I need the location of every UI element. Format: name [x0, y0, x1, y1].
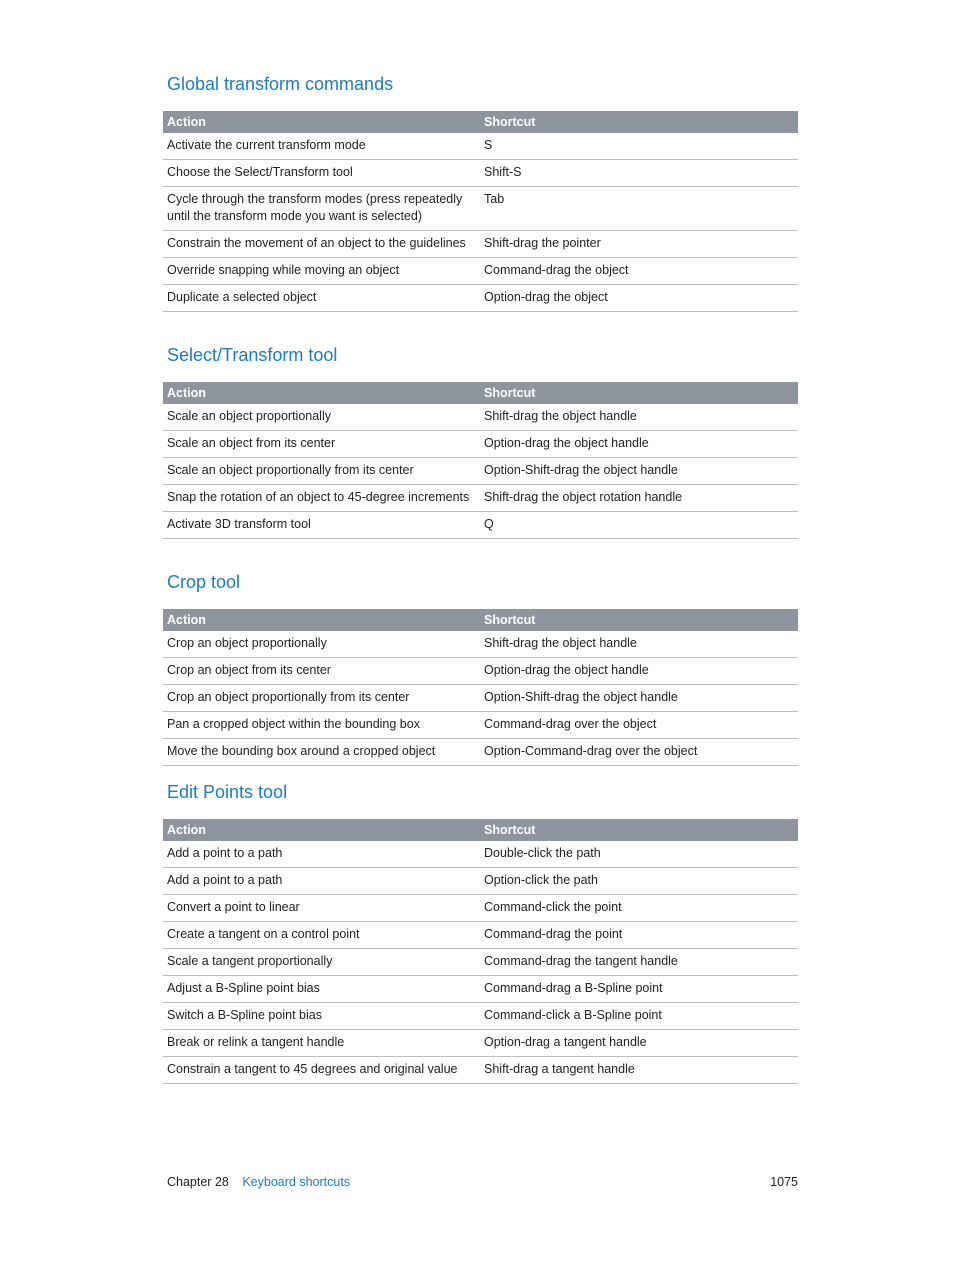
shortcut-cell: Tab — [480, 187, 798, 231]
action-cell: Crop an object from its center — [163, 658, 480, 685]
table-row — [163, 1057, 798, 1084]
shortcut-cell: Shift-S — [480, 160, 798, 187]
action-cell: Adjust a B-Spline point bias — [163, 976, 480, 1003]
shortcut-cell: Option-drag the object — [480, 285, 798, 312]
action-cell: Create a tangent on a control point — [163, 922, 480, 949]
table-row — [163, 133, 798, 160]
shortcut-cell: Command-drag a B-Spline point — [480, 976, 798, 1003]
section-title-edit-points-tool: Edit Points tool — [167, 782, 288, 802]
table-row — [163, 922, 798, 949]
shortcut-column-header: Shortcut — [480, 111, 798, 133]
shortcut-cell: Command-drag over the object — [480, 712, 798, 739]
table-row — [163, 485, 798, 512]
action-cell: Scale a tangent proportionally — [163, 949, 480, 976]
action-cell: Break or relink a tangent handle — [163, 1030, 480, 1057]
action-column-header: Action — [163, 609, 480, 631]
shortcut-cell: Shift-drag the object rotation handle — [480, 485, 798, 512]
action-cell: Duplicate a selected object — [163, 285, 480, 312]
shortcut-cell: Shift-drag the object handle — [480, 631, 798, 658]
table-row — [163, 949, 798, 976]
action-cell: Convert a point to linear — [163, 895, 480, 922]
shortcut-cell: Option-click the path — [480, 868, 798, 895]
table-row — [163, 512, 798, 539]
action-cell: Scale an object proportionally — [163, 404, 480, 431]
shortcut-cell: Option-drag a tangent handle — [480, 1030, 798, 1057]
shortcut-cell: Shift-drag the object handle — [480, 404, 798, 431]
action-cell: Switch a B-Spline point bias — [163, 1003, 480, 1030]
action-column-header: Action — [163, 819, 480, 841]
action-cell: Cycle through the transform modes (press repeatedly until the transform mode you want is selected) — [163, 187, 480, 231]
action-cell: Add a point to a path — [163, 841, 480, 868]
section-title-select-transform-tool: Select/Transform tool — [167, 345, 338, 365]
shortcut-cell: Shift-drag a tangent handle — [480, 1057, 798, 1084]
shortcut-cell: Q — [480, 512, 798, 539]
shortcut-cell: Option-Shift-drag the object handle — [480, 685, 798, 712]
shortcut-cell: Shift-drag the pointer — [480, 231, 798, 258]
shortcut-cell: Command-click a B-Spline point — [480, 1003, 798, 1030]
chapter-label: Chapter 28 — [167, 1175, 229, 1189]
table-header-row — [163, 382, 798, 404]
shortcut-cell: Option-Command-drag over the object — [480, 739, 798, 766]
table-row — [163, 160, 798, 187]
page-footer — [167, 1174, 798, 1190]
table-row — [163, 712, 798, 739]
section-title-crop-tool: Crop tool — [167, 572, 241, 592]
action-cell: Choose the Select/Transform tool — [163, 160, 480, 187]
table-row — [163, 841, 798, 868]
crop-tool-table — [163, 609, 798, 766]
shortcut-cell: Command-click the point — [480, 895, 798, 922]
action-cell: Scale an object proportionally from its center — [163, 458, 480, 485]
action-cell: Constrain the movement of an object to the guidelines — [163, 231, 480, 258]
shortcut-cell: Command-drag the object — [480, 258, 798, 285]
section-title-global-transform-commands: Global transform commands — [167, 74, 394, 94]
table-row — [163, 868, 798, 895]
action-column-header: Action — [163, 382, 480, 404]
table-row — [163, 187, 798, 231]
shortcut-column-header: Shortcut — [480, 382, 798, 404]
shortcut-cell: Double-click the path — [480, 841, 798, 868]
select-transform-tool-table — [163, 382, 798, 539]
page-number: 1075 — [770, 1175, 798, 1189]
table-row — [163, 285, 798, 312]
chapter-title-link[interactable]: Keyboard shortcuts — [242, 1175, 351, 1189]
shortcut-cell: Option-drag the object handle — [480, 658, 798, 685]
action-column-header: Action — [163, 111, 480, 133]
table-row — [163, 631, 798, 658]
action-cell: Move the bounding box around a cropped object — [163, 739, 480, 766]
table-header-row — [163, 111, 798, 133]
global-transform-commands-table — [163, 111, 798, 312]
action-cell: Snap the rotation of an object to 45-degree increments — [163, 485, 480, 512]
table-row — [163, 1003, 798, 1030]
table-header-row — [163, 819, 798, 841]
shortcut-column-header: Shortcut — [480, 609, 798, 631]
table-row — [163, 895, 798, 922]
shortcut-cell: Command-drag the point — [480, 922, 798, 949]
table-row — [163, 431, 798, 458]
table-header-row — [163, 609, 798, 631]
table-row — [163, 685, 798, 712]
table-row — [163, 976, 798, 1003]
action-cell: Add a point to a path — [163, 868, 480, 895]
table-row — [163, 658, 798, 685]
action-cell: Pan a cropped object within the bounding box — [163, 712, 480, 739]
table-row — [163, 458, 798, 485]
shortcut-cell: Option-Shift-drag the object handle — [480, 458, 798, 485]
table-row — [163, 231, 798, 258]
action-cell: Crop an object proportionally from its center — [163, 685, 480, 712]
action-cell: Constrain a tangent to 45 degrees and original value — [163, 1057, 480, 1084]
action-cell: Activate the current transform mode — [163, 133, 480, 160]
table-row — [163, 739, 798, 766]
shortcut-cell: S — [480, 133, 798, 160]
action-cell: Activate 3D transform tool — [163, 512, 480, 539]
action-cell: Override snapping while moving an object — [163, 258, 480, 285]
shortcut-column-header: Shortcut — [480, 819, 798, 841]
table-row — [163, 404, 798, 431]
table-row — [163, 258, 798, 285]
edit-points-tool-table — [163, 819, 798, 1084]
action-cell: Crop an object proportionally — [163, 631, 480, 658]
shortcut-cell: Option-drag the object handle — [480, 431, 798, 458]
shortcut-cell: Command-drag the tangent handle — [480, 949, 798, 976]
table-row — [163, 1030, 798, 1057]
action-cell: Scale an object from its center — [163, 431, 480, 458]
